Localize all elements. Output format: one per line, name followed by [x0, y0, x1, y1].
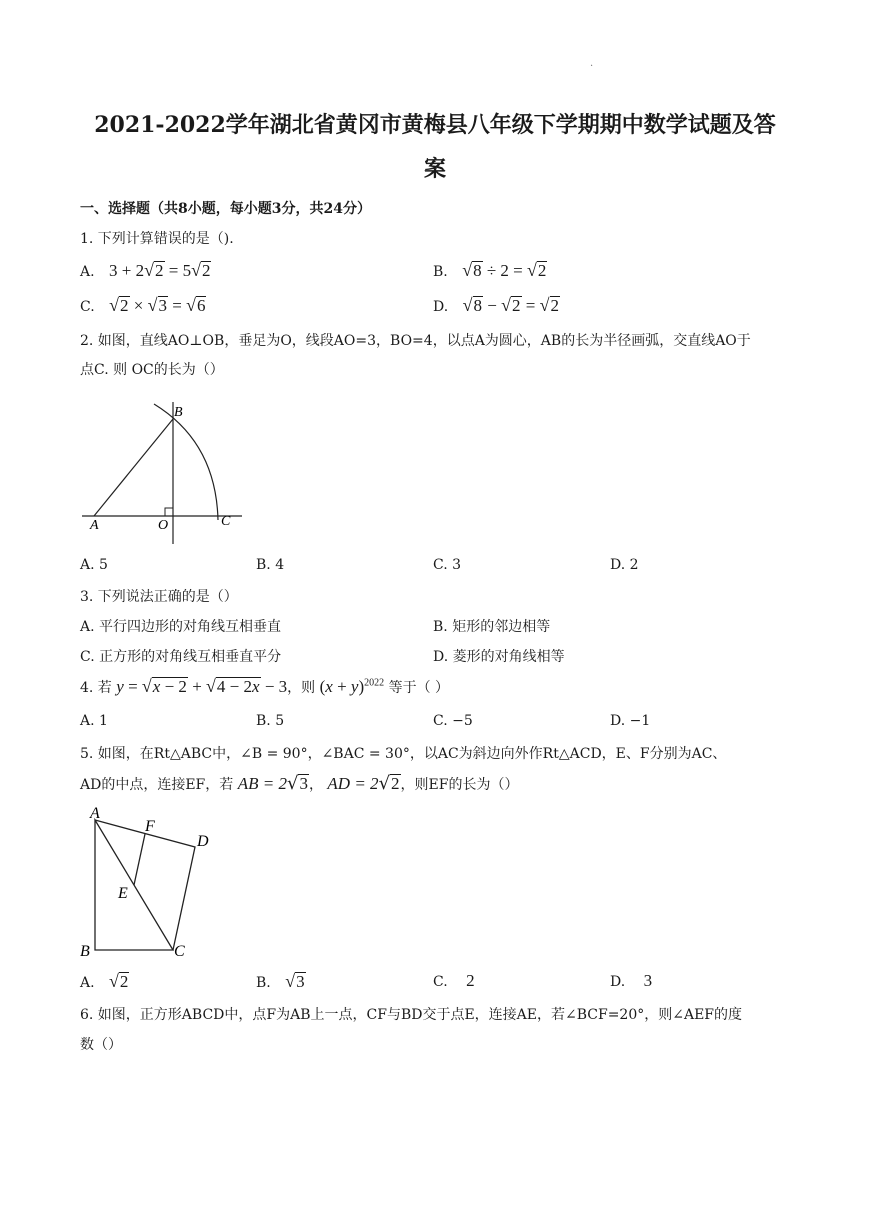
q2-figure [78, 394, 248, 550]
q4-option-b: B. 5 [256, 713, 285, 729]
q2-option-c: C. 3 [433, 557, 462, 573]
q2-stem-line-1: 2. 如图，直线AO⊥OB，垂足为O，线段AO=3，BO=4，以点A为圆心，AB的长为半径画弧，交直线AO于 [80, 333, 751, 349]
q5-label-e: E [118, 885, 128, 902]
q3-option-c: C. 正方形的对角线互相垂直平分 [80, 649, 282, 665]
q5-stem-line-2: AD的中点，连接EF，若 AB = 2√3， AD = 2√2，则EF的长为（） [80, 773, 519, 794]
q2-option-d: D. 2 [610, 557, 639, 573]
q1-option-b: B. √8 ÷ 2 = √2 [433, 260, 547, 280]
q4-option-c: C. −5 [433, 713, 473, 729]
q4-option-d: D. −1 [610, 713, 651, 729]
section-heading: 一、选择题（共8小题，每小题3分，共24分） [80, 201, 371, 217]
q5-label-f: F [145, 818, 155, 835]
title-line-1: 2021-2022学年湖北省黄冈市黄梅县八年级下学期期中数学试题及答 [94, 112, 776, 138]
q5-label-b: B [80, 943, 90, 960]
q1-option-c: C. √2 × √3 = √6 [80, 295, 206, 315]
q6-stem-line-1: 6. 如图，正方形ABCD中，点F为AB上一点，CF与BD交于点E，连接AE，若∠BCF=20°，则∠AEF的度 [80, 1007, 743, 1023]
header-dot: . [590, 58, 594, 69]
q5-label-c: C [174, 943, 185, 960]
q5-option-d: D. 3 [610, 971, 653, 990]
q3-stem: 3. 下列说法正确的是（） [80, 589, 238, 605]
q3-option-a: A. 平行四边形的对角线互相垂直 [80, 619, 282, 635]
q3-option-b: B. 矩形的邻边相等 [433, 619, 551, 635]
q2-stem-line-2: 点C. 则 OC的长为（） [80, 362, 224, 378]
q2-option-a: A. 5 [80, 557, 108, 573]
q2-label-a: A [90, 518, 99, 533]
q5-option-c: C. 2 [433, 971, 475, 990]
q1-option-a: A. 3 + 2√2 = 5√2 [80, 260, 211, 280]
q5-option-b: B. √3 [256, 971, 305, 991]
q2-label-c: C [221, 514, 231, 529]
q5-figure [78, 804, 228, 964]
q5-label-d: D [197, 833, 209, 850]
title-line-2: 案 [423, 156, 446, 182]
q2-label-b: B [174, 405, 183, 420]
q2-option-b: B. 4 [256, 557, 285, 573]
q4-option-a: A. 1 [80, 713, 108, 729]
q1-stem: 1. 下列计算错误的是（). [80, 231, 234, 247]
q5-option-a: A. √2 [80, 971, 129, 991]
q4-stem: 4. 若 y = √x − 2 + √4 − 2x − 3，则 $(x + y)^{2022}$ 等于（ ） [80, 676, 450, 696]
q2-label-o: O [158, 518, 169, 533]
q3-option-d: D. 菱形的对角线相等 [433, 649, 565, 665]
q1-option-d: D. √8 − √2 = √2 [433, 295, 559, 315]
q5-stem-line-1: 5. 如图，在Rt△ABC中，∠B = 90°，∠BAC = 30°，以AC为斜边向外作Rt△ACD，E、F分别为AC、 [80, 746, 727, 762]
q5-label-a: A [90, 805, 100, 822]
q6-stem-line-2: 数（） [80, 1037, 122, 1053]
